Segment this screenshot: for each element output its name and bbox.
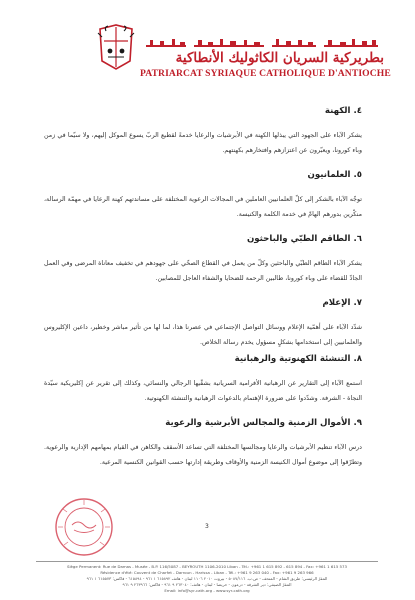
section-paragraph: يشكر الآباء الطاقم الطبّي والباحثين وكلّ من يعمل في القطاع الصحّي على جهودهم في تخفيف معاناة المرضى وفي العمل الجادّ للقضاء على وباء كورونا، طالبين الرحمة للضحايا والشفاء العاجل للمصابين. <box>44 260 362 282</box>
letterhead <box>0 0 415 92</box>
section-temporal-goods <box>44 418 362 470</box>
section-paragraph: شدّد الآباء على أهمّية الإعلام ووسائل التواصل الإجتماعي في عصرنا هذا، لما لها من تأثير مباشر وخطير، داعين الإكليروس والعلمانيين إلى استخدامها بشكلٍ مسؤول يخدم رسالة الخلاص. <box>44 324 362 346</box>
section-paragraph: توجّه الآباء بالشكر إلى كلّ العلمانيين العاملين في المجالات الرعوية المختلفة على مساندتهم كهنة الرعايا في مهمّة الرسالة، منكّرين بدورهم الهامّ في خدمة الكلمة والكنيسة. <box>44 196 362 218</box>
section-paragraph: استمع الآباء إلى التقارير عن الرهبانية الأفرامية السريانية بشقّيها الرجالي والنسائي، وكذلك إلى تقرير عن إكليريكية سيّدة النجاة - الشرفة. وشدّدوا على ضرورة الإهتمام بالدعوات الرهبانية والتنشئة الكهنوتية. <box>44 380 362 402</box>
section-heading: ٩. الأموال الزمنية والمجالس الأبرشية والرعوية <box>165 418 362 428</box>
section-heading: ٤. الكهنة <box>324 106 362 116</box>
patriarchate-logo <box>94 23 138 71</box>
footer-address-arabic-main: المقرّ الرئيسي: طريق الشام - المتحف - ص.ب. ٥٠٨٧/١١٦ - بيروت ٢٠١٠ ١١٠٦ لبنان - هاتف ٦١٥٨٩٢ ١ ٩٦١ - ٦١٥٨٩٤ - فاكس: ٦١٥٥٧٣ ١ ٩٦١ <box>86 576 328 581</box>
footer-divider <box>36 561 378 562</box>
letterhead-footer <box>36 564 378 594</box>
section-formation <box>44 354 362 406</box>
official-stamp <box>54 497 114 557</box>
arabic-letterhead-title: بطريركية السريان الكاثوليك الأنطاكية <box>175 50 384 66</box>
latin-letterhead-title: PATRIARCAT SYRIAQUE CATHOLIQUE D'ANTIOCHE <box>140 68 391 79</box>
page-number: 3 <box>205 523 209 530</box>
section-heading: ٥. العلمانيون <box>307 170 362 180</box>
section-medical-staff <box>44 234 362 286</box>
footer-address-summer: Résidence d'été: Couvent de Charfet - Darroun - Harissa - Liban - Tél.: +961 9 263 040 - Fax: +961 9 263 966 <box>100 570 314 575</box>
section-paragraph: درس الآباء تنظيم الأبرشيات والرعايا ومجالسها المختلفة التي تساعد الأسقف والكاهن في القيام بمهامهم الإدارية والرعوية. وتطرّقوا إلى موضوع أموال الكنيسة الزمنية والأوقاف وطريقة إدارتها حسب القوانين الكنسية المرعية. <box>44 444 362 466</box>
section-heading: ٨. التنشئة الكهنوتية والرهبانية <box>234 354 362 364</box>
section-laity <box>44 170 362 222</box>
syriac-script-title <box>146 38 378 50</box>
section-paragraph: يشكر الآباء على الجهود التي يبذلها الكهنة في الأبرشيات والرعايا خدمةً لقطيع الربّ يسوع الموكل إليهم، ولا سيّما في زمن وباء كورونا، ويعبّرون عن اعتزازهم وافتخارهم بكهنتهم. <box>44 132 362 154</box>
section-media <box>44 298 362 350</box>
footer-address-permanent: Siège Permanent: Rue de Damas - Musée - B.P. 116/5087 - BEYROUTH 1106-2010 Liban - Tél.: +961 1 615 892 - 615 894 - Fax: +961 1 615 573 <box>66 564 347 569</box>
footer-address-arabic-summer: المقرّ الصيفي: دير الشرفة - درعون - حريصا - لبنان - هاتف: ٢٦٣٠٤٠ ٩ ٩٦١ - فاكس: ٢٦٣٩٦٦ ٩ ٩٦١ <box>122 582 292 587</box>
footer-contact: Email: info@syr-cath.org - www.syr-cath.org <box>164 588 250 593</box>
section-priests <box>44 106 362 158</box>
section-heading: ٧. الإعلام <box>322 298 362 308</box>
section-heading: ٦. الطاقم الطبّي والباحثون <box>246 234 362 244</box>
